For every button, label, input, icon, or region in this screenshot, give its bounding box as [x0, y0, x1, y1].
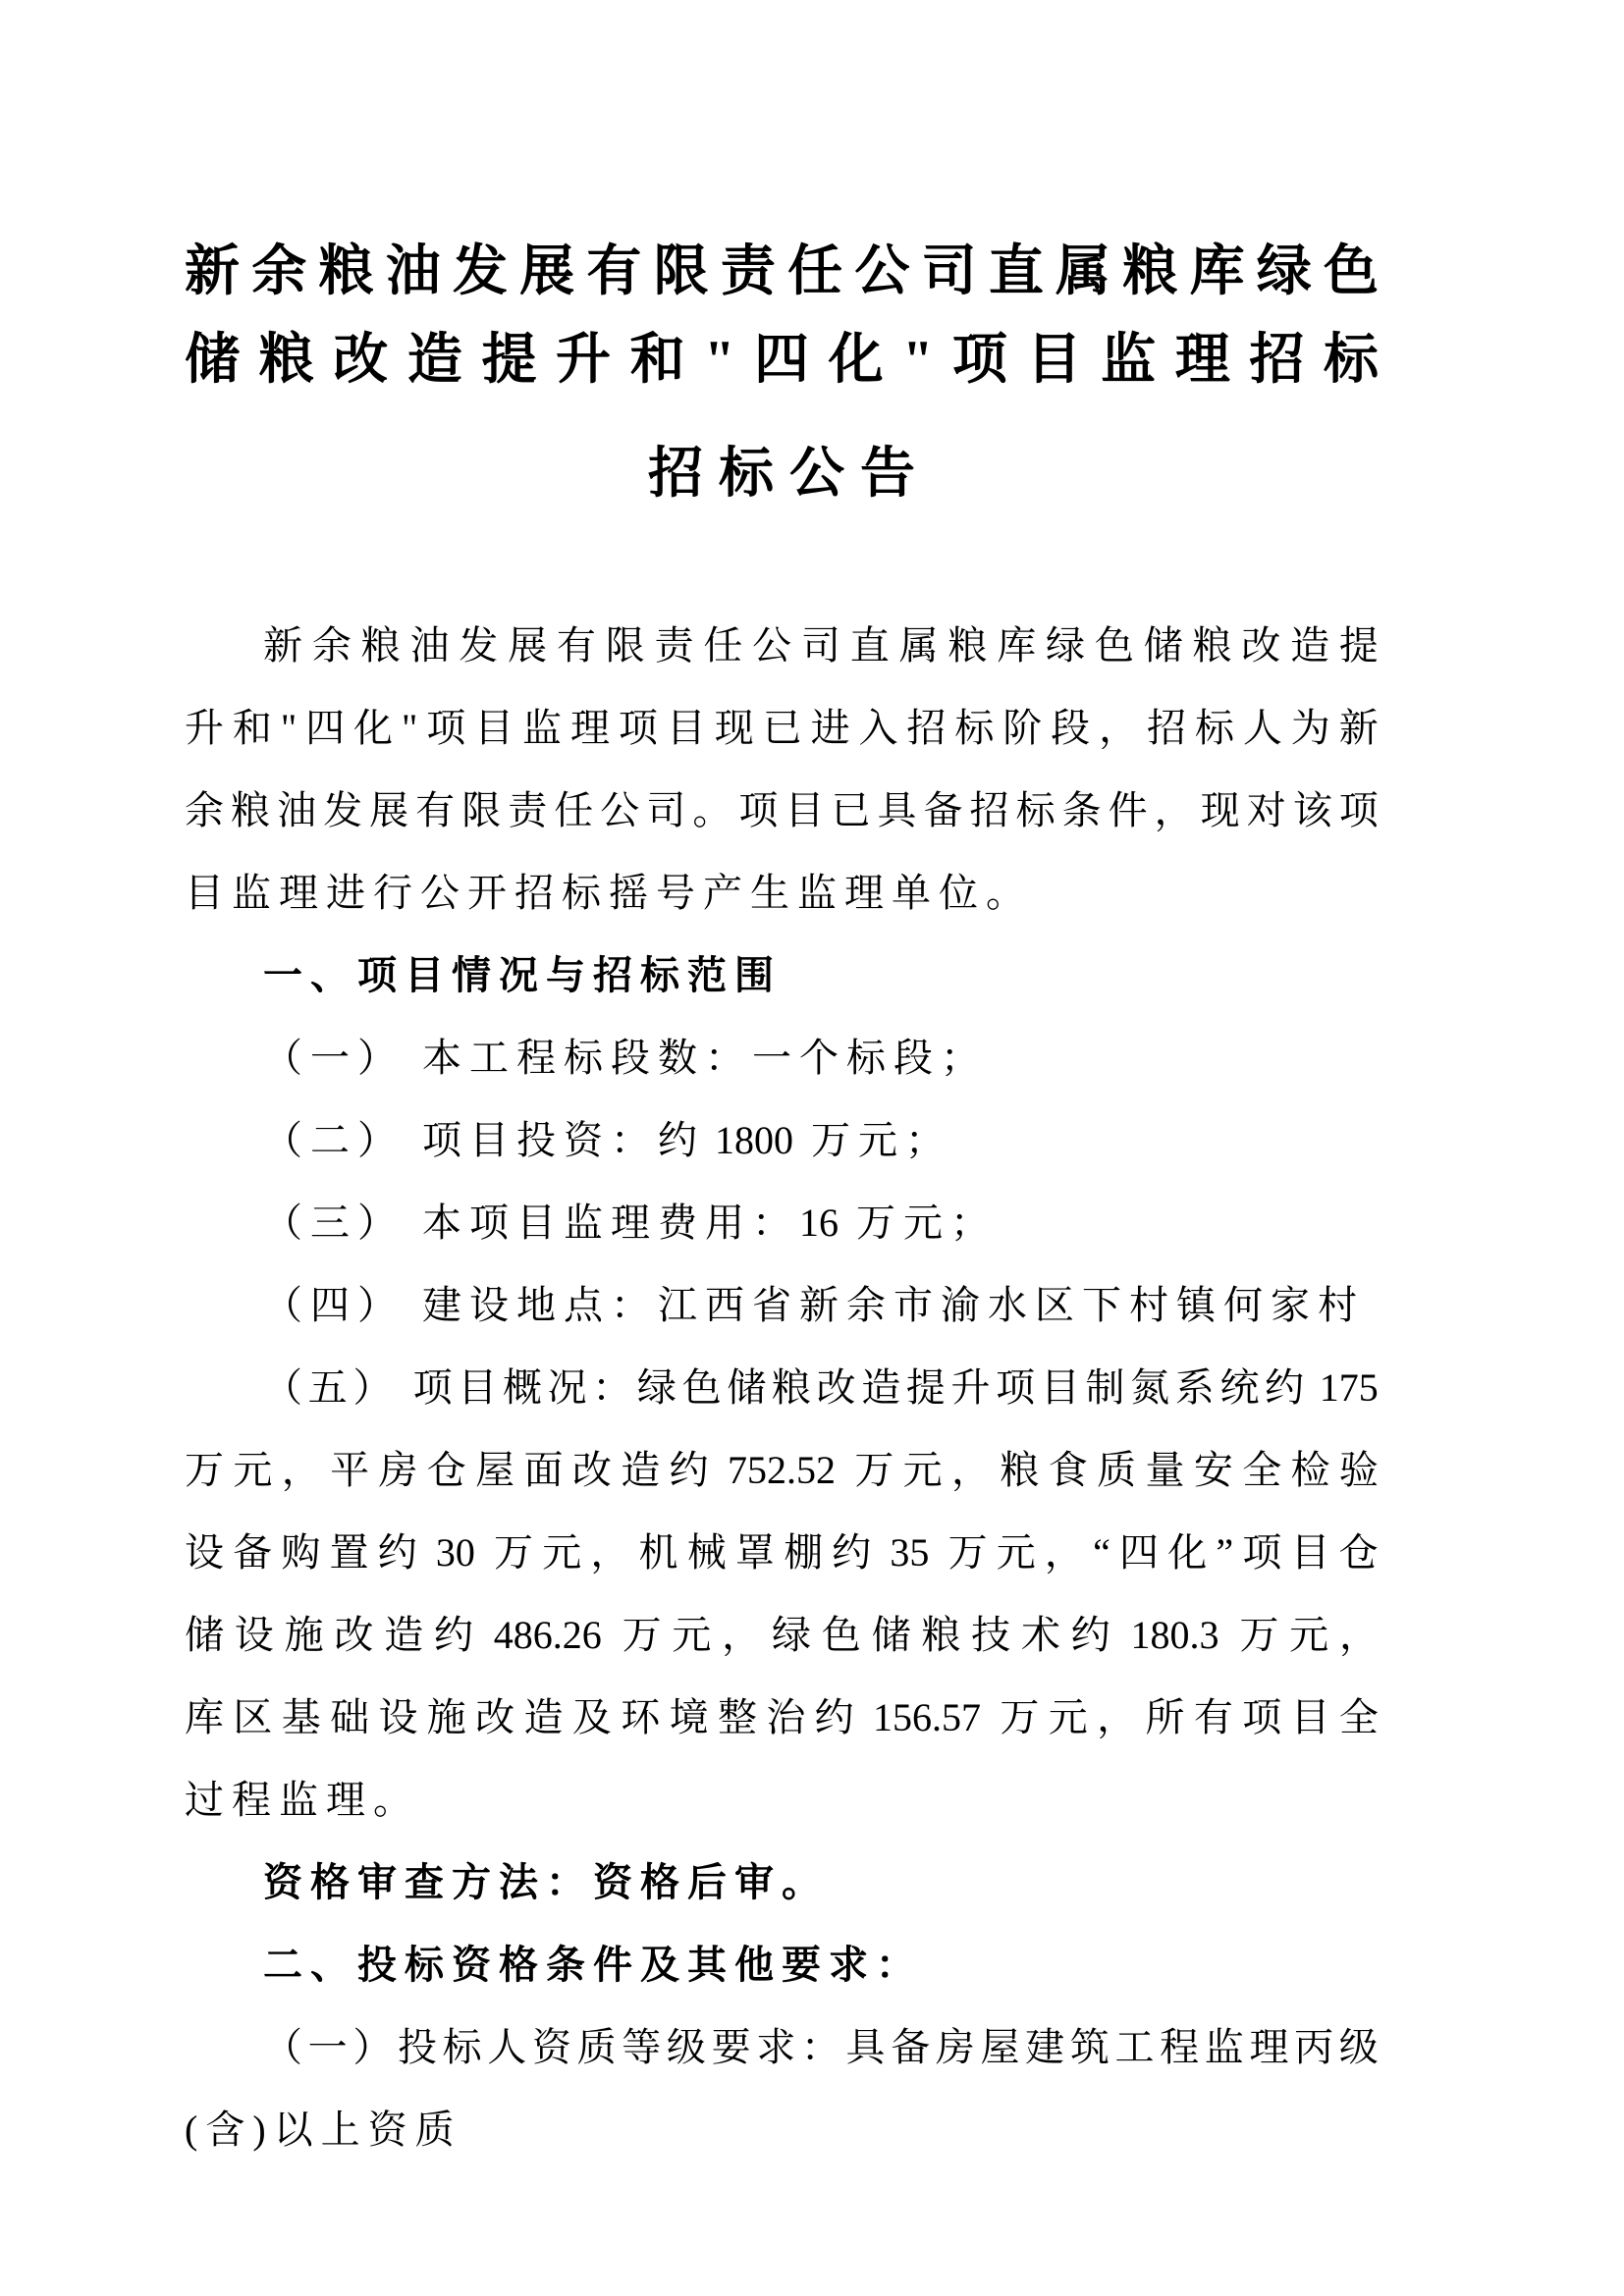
section-1-item-5-line-6: 过 程 监 理 。 — [185, 1778, 412, 1822]
document-title — [185, 228, 1379, 518]
section-1-item-1: （ 一 ） 本 工 程 标 段 数 ： 一 个 标 段 ； — [263, 1036, 980, 1080]
section-1-heading: 一 、 项 目 情 况 与 招 标 范 围 — [263, 953, 774, 997]
document-content — [185, 228, 1379, 2171]
section-2-item-1-line-2: ( 含 ) 以 上 资 质 — [185, 2108, 455, 2152]
intro-line-2: 升 和 " 四 化 " 项 目 监 理 项 目 现 已 进 入 招 标 阶 段 ， 招 标 人 为 新 — [185, 706, 1379, 750]
section-2-item-1-line-1: （ 一 ） 投 标 人 资 质 等 级 要 求 ： 具 备 房 屋 建 筑 工 程 监 理 丙 级 — [263, 2025, 1379, 2069]
document-body — [185, 605, 1379, 2171]
section-1-item-5-line-2: 万 元 ， 平 房 仓 屋 面 改 造 约 752.52 万 元 ， 粮 食 质 量 安 全 检 验 — [185, 1448, 1379, 1492]
intro-line-4: 目 监 理 进 行 公 开 招 标 摇 号 产 生 监 理 单 位 。 — [185, 871, 1025, 915]
section-1-item-2: （ 二 ） 项 目 投 资 ： 约 1800 万 元 ； — [263, 1118, 945, 1162]
title-line-3: 招 标 公 告 — [648, 444, 915, 505]
title-line-1: 新 余 粮 油 发 展 有 限 责 任 公 司 直 属 粮 库 绿 色 — [185, 241, 1379, 302]
section-1-item-5-line-3: 设 备 购 置 约 30 万 元 ， 机 械 罩 棚 约 35 万 元 ， “ 四 化 ” 项 目 仓 — [185, 1530, 1379, 1575]
section-2-heading: 二 、 投 标 资 格 条 件 及 其 他 要 求 ： — [263, 1943, 915, 1987]
section-1-item-4: （ 四 ） 建 设 地 点 ： 江 西 省 新 余 市 渝 水 区 下 村 镇 何 家 村 — [263, 1283, 1357, 1327]
intro-line-1: 新 余 粮 油 发 展 有 限 责 任 公 司 直 属 粮 库 绿 色 储 粮 改 造 提 — [263, 623, 1379, 667]
section-1-item-3: （ 三 ） 本 项 目 监 理 费 用 ： 16 万 元 ； — [263, 1201, 990, 1245]
qualification-method-line: 资 格 审 查 方 法 ： 资 格 后 审 。 — [263, 1860, 821, 1904]
intro-line-3: 余 粮 油 发 展 有 限 责 任 公 司 。 项 目 已 具 备 招 标 条 件 ， 现 对 该 项 — [185, 788, 1379, 832]
section-1-item-5-line-1: （ 五 ） 项 目 概 况 ： 绿 色 储 粮 改 造 提 升 项 目 制 氮 系 统 约 175 — [263, 1365, 1379, 1410]
title-line-2: 储 粮 改 造 提 升 和 " 四 化 " 项 目 监 理 招 标 — [185, 330, 1379, 391]
section-1-item-5-line-5: 库 区 基 础 设 施 改 造 及 环 境 整 治 约 156.57 万 元 ， 所 有 项 目 全 — [185, 1695, 1379, 1739]
section-1-item-5-line-4: 储 设 施 改 造 约 486.26 万 元 ， 绿 色 储 粮 技 术 约 180.3 万 元 ， — [185, 1613, 1379, 1657]
